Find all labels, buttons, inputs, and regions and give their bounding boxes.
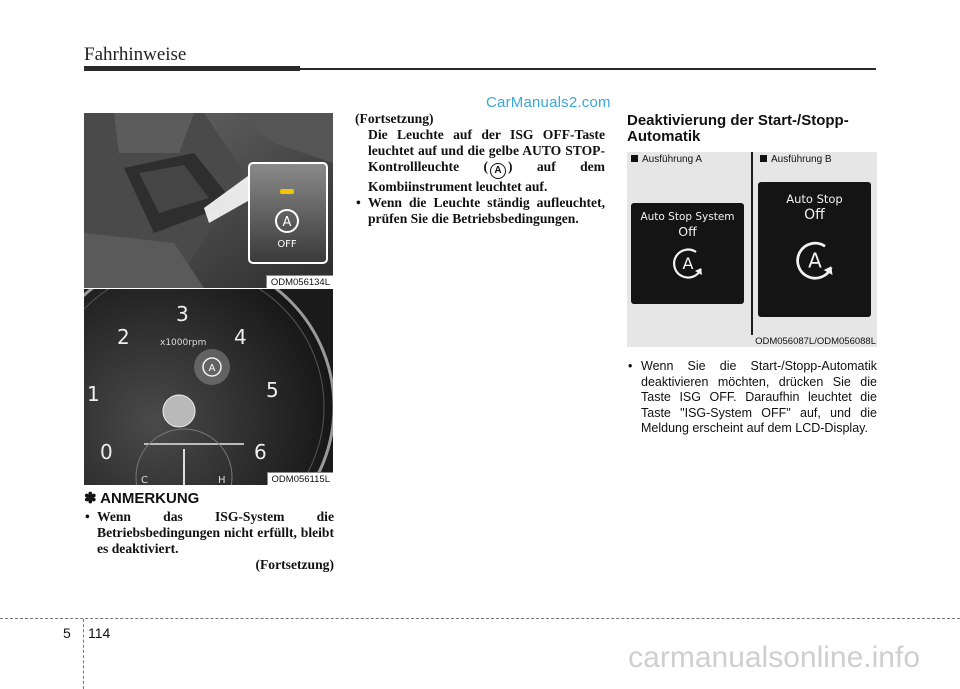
middle-text-before-icon: Die Leuchte auf der ISG OFF-Taste leuchtet auf und die gelbe AUTO STOP-Kontrollleuchte (: [368, 127, 605, 174]
auto-stop-icon: [668, 243, 708, 283]
auto-stop-icon: [790, 235, 840, 285]
screen-a-title: Auto Stop System: [640, 211, 735, 223]
middle-paragraph: [355, 127, 605, 195]
gauge-number-1: 1: [87, 382, 100, 406]
auto-stop-indicator-icon: [194, 349, 230, 385]
header-rule-thick: [84, 66, 300, 71]
right-bullet: • Wenn Sie die Start-/Stopp-Automatik deaktivieren möchten, drücken Sie die Taste ISG OFF. Daraufhin leuchtet die Taste "ISG-System OFF" auf, und die Meldung erscheint auf dem LCD-Display.: [627, 359, 877, 437]
page-number: 114: [88, 625, 111, 641]
note-title: ✽ ANMERKUNG: [84, 490, 200, 507]
note-bullet: • Wenn das ISG-System die Betriebsbedingungen nicht erfüllt, bleibt es deaktiviert.: [84, 509, 334, 557]
off-button-text: OFF: [277, 239, 297, 250]
tachometer-illustration: [84, 289, 333, 485]
footer-rule: [0, 618, 960, 619]
temp-cold-label: C: [141, 475, 148, 485]
watermark-bottom: carmanualsonline.info: [628, 641, 920, 674]
variant-a-label-text: Ausführung A: [642, 154, 703, 165]
auto-stop-icon: A: [490, 163, 506, 179]
middle-continued: (Fortsetzung): [355, 111, 434, 126]
header-rule-thin: [300, 68, 876, 70]
gauge-number-6: 6: [254, 440, 267, 464]
rpm-unit-label: x1000rpm: [160, 338, 207, 348]
middle-bullet: • Wenn die Leuchte ständig aufleuchtet, prüfen Sie die Betriebsbedingungen.: [355, 195, 605, 227]
gauge-number-3: 3: [176, 302, 189, 326]
svg-text:A: A: [208, 363, 216, 374]
watermark-link[interactable]: CarManuals2.com: [486, 94, 611, 111]
variant-b-label-text: Ausführung B: [771, 154, 832, 165]
middle-text-after-icon: ) auf dem Kombiinstrument leuchtet auf.: [368, 159, 605, 194]
gauge-number-0: 0: [100, 440, 113, 464]
gauge-number-4: 4: [234, 325, 247, 349]
square-bullet-icon: [631, 155, 638, 162]
photo-caption-bottom: ODM056115L: [267, 472, 333, 485]
note-body: [84, 509, 334, 573]
svg-text:A: A: [682, 254, 693, 273]
panel-caption: ODM056087L/ODM056088L: [755, 336, 876, 347]
screen-b-state: Off: [804, 207, 825, 223]
right-body: [627, 359, 877, 437]
lcd-screen-b: [758, 182, 871, 317]
variant-a-label: [631, 154, 702, 165]
gauge-number-2: 2: [117, 325, 130, 349]
square-bullet-icon: [760, 155, 767, 162]
panel-divider: [751, 152, 753, 335]
dashboard-illustration: [84, 113, 333, 288]
screen-a-state: Off: [678, 224, 697, 239]
footer-vertical-rule: [83, 619, 84, 689]
lcd-screen-a: [631, 203, 744, 304]
chapter-number: 5: [63, 625, 71, 641]
tachometer-photo: [84, 289, 333, 485]
variant-b-label: [760, 154, 832, 165]
gauge-number-5: 5: [266, 378, 279, 402]
section-title: Deaktivierung der Start-/Stopp-Automatik: [627, 112, 849, 145]
svg-text:A: A: [807, 248, 822, 273]
note-continued: (Fortsetzung): [255, 557, 334, 572]
lcd-variants-panel: [627, 152, 877, 347]
svg-text:A: A: [282, 215, 292, 230]
photo-caption-top: ODM056134L: [266, 275, 333, 288]
screen-b-title: Auto Stop: [786, 192, 843, 206]
middle-column: [355, 111, 605, 227]
page-header-title: Fahrhinweise: [84, 44, 187, 65]
isg-button-photo: [84, 113, 333, 288]
temp-hot-label: H: [218, 475, 226, 485]
